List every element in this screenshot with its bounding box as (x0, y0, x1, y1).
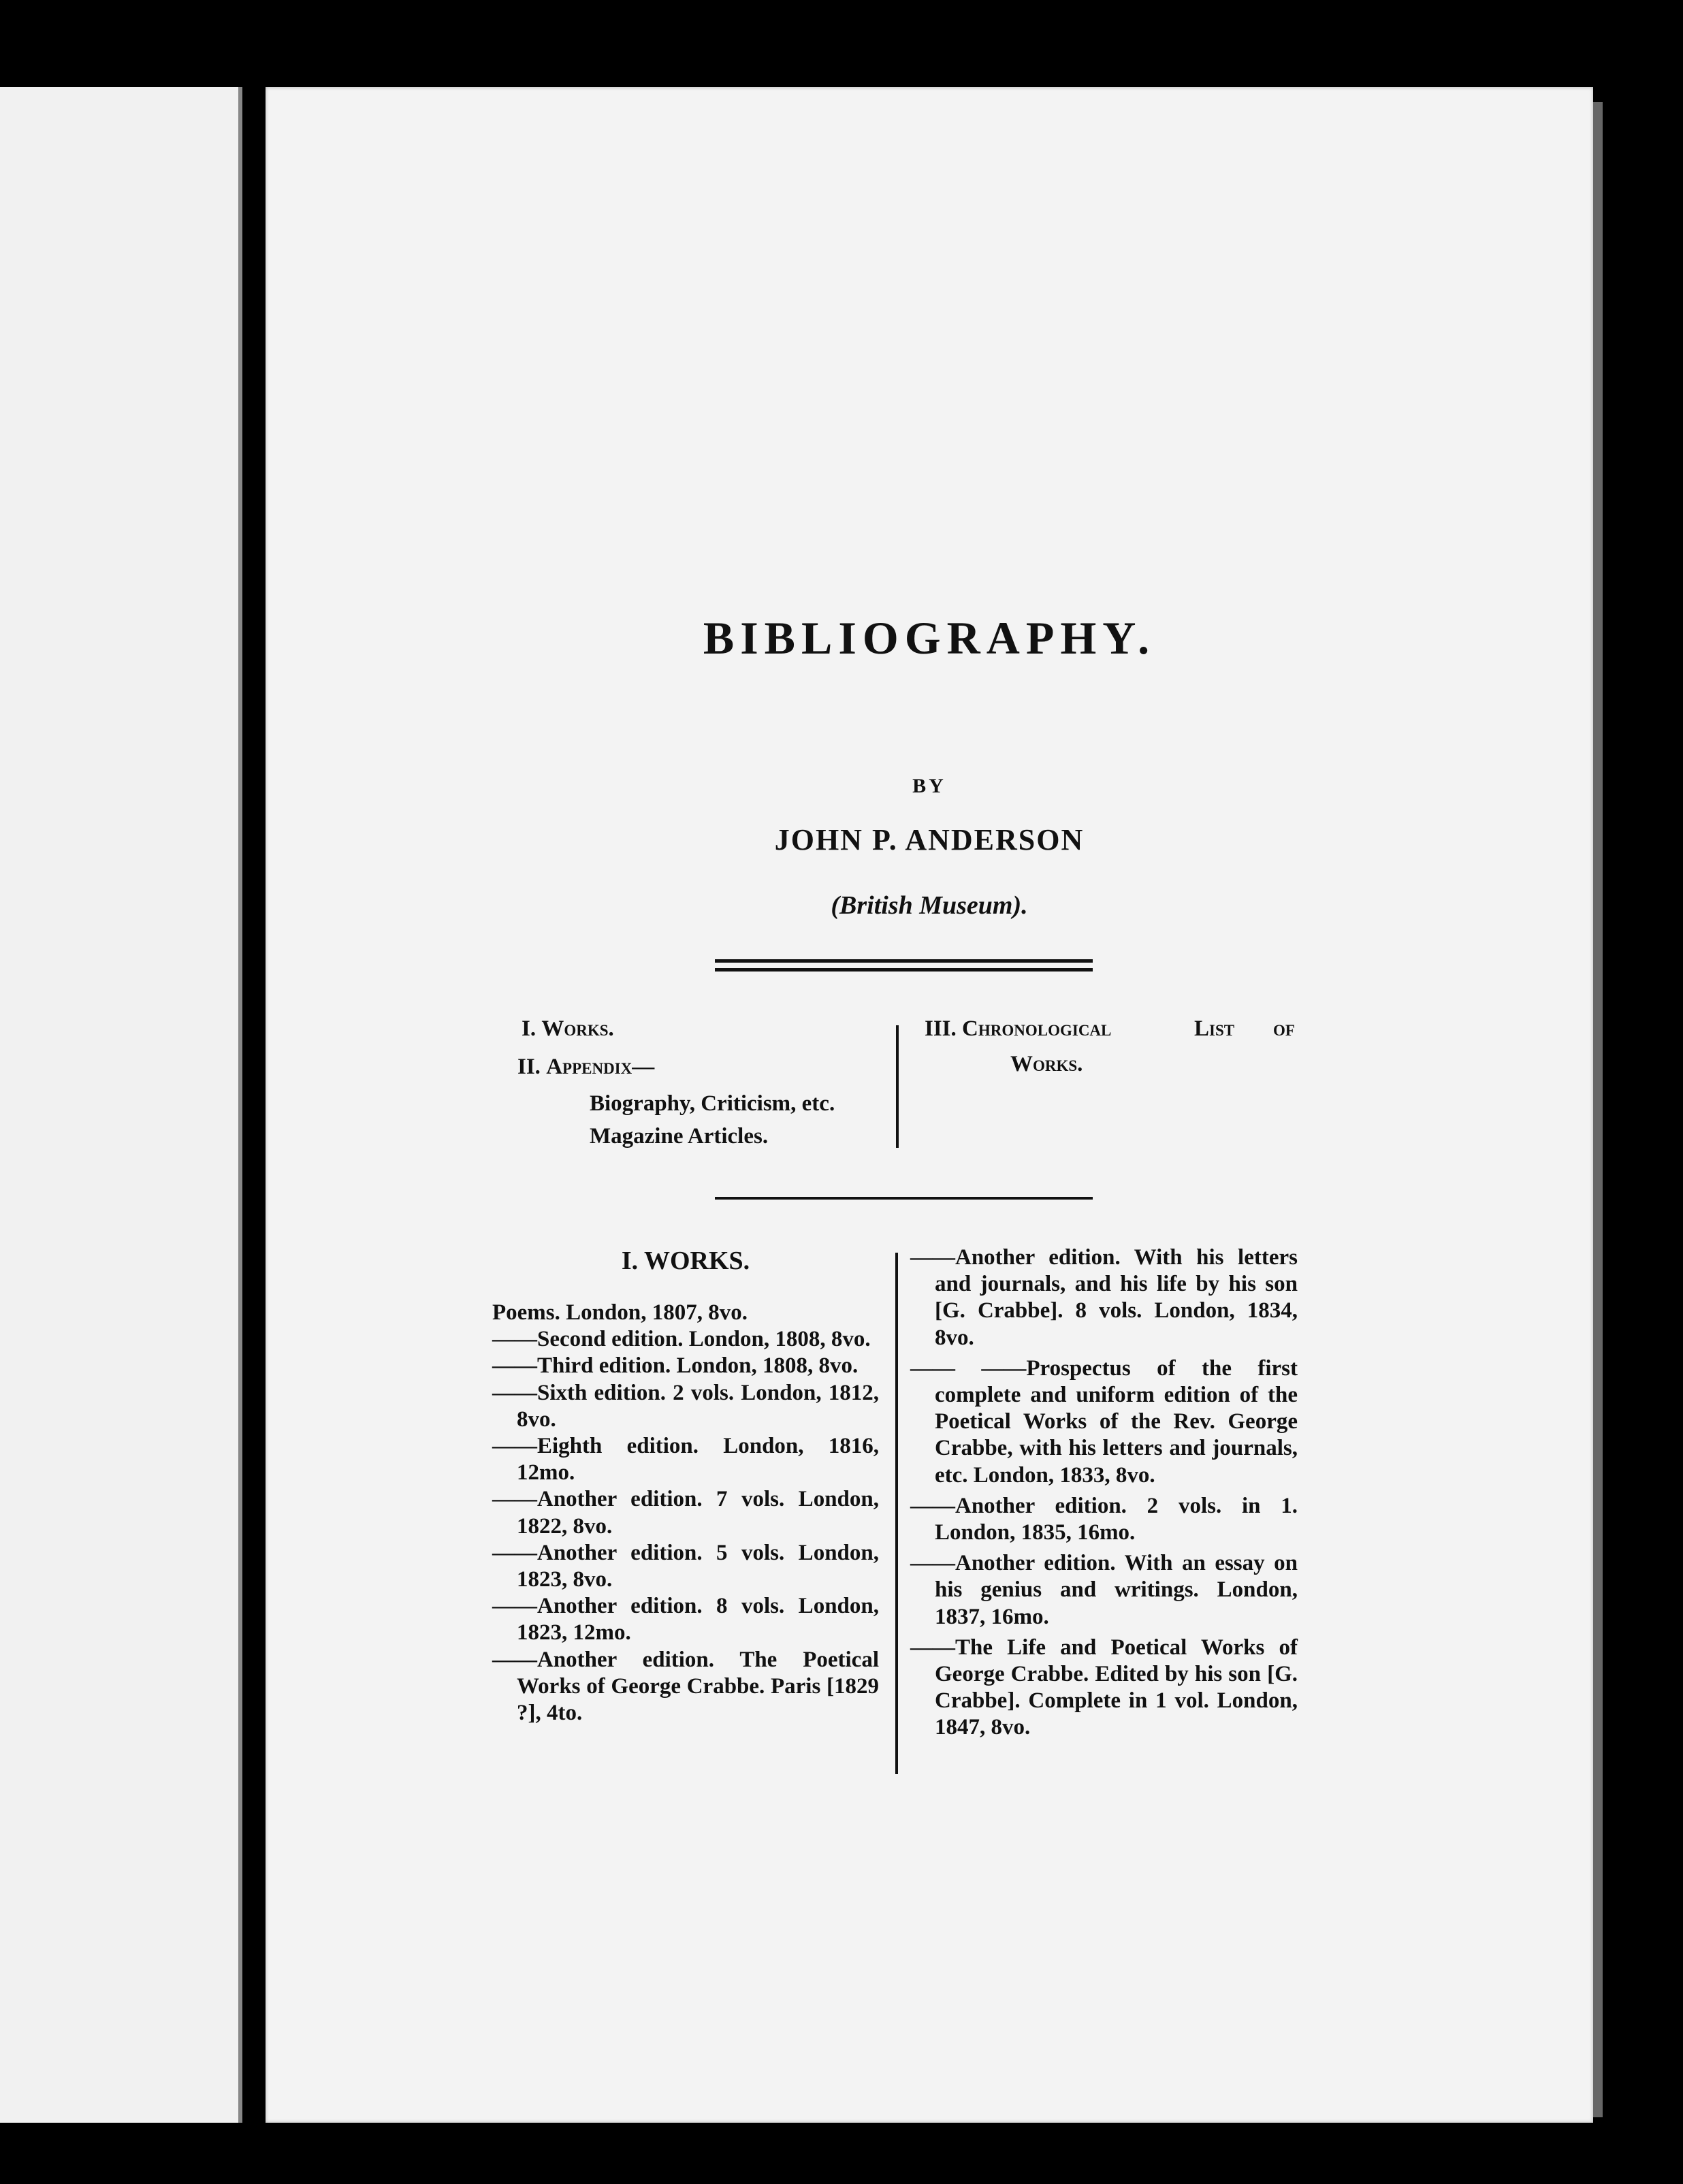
bib-entry: ——Another edition. 7 vols. London, 1822, 8vo. (492, 1487, 879, 1539)
contents-label: Appendix— (546, 1055, 655, 1079)
left-column (492, 1244, 879, 1727)
contents-item-chronological (925, 1016, 1111, 1042)
bib-entry: ——Second edition. London, 1808, 8vo. (492, 1327, 871, 1352)
contents-label-works-line2: Works. (1010, 1052, 1083, 1076)
bib-entry: ——Third edition. London, 1808, 8vo. (492, 1353, 859, 1379)
bib-entry: ——Another edition. With an essay on his genius and writings. London, 1837, 16mo. (910, 1551, 1298, 1629)
contents-item-works (522, 1016, 614, 1042)
author-affiliation: (British Museum). (831, 891, 1028, 920)
bib-entry: —— ——Prospectus of the first complete and uniform edition of the Poetical Works of the Rev. George Crabbe, with his letters and journals, etc. London, 1833, 8vo. (910, 1355, 1298, 1488)
contents-subitem-magazine: Magazine Articles. (590, 1124, 769, 1149)
author-name: JOHN P. ANDERSON (774, 823, 1085, 856)
contents-label-of: of (1273, 1016, 1295, 1041)
byline-by: BY (912, 775, 946, 797)
bib-entry: ——The Life and Poetical Works of George Crabbe. Edited by his son [G. Crabbe]. Complete in 1 vol. London, 1847, 8vo. (910, 1635, 1298, 1740)
bib-entry: ——Eighth edition. London, 1816, 12mo. (492, 1434, 879, 1486)
bib-entry: ——Another edition. 8 vols. London, 1823, 12mo. (492, 1594, 879, 1645)
section-rule (715, 1197, 1093, 1200)
facing-page (0, 87, 242, 2123)
bib-entry: ——Another edition. 2 vols. in 1. London, 1835, 16mo. (910, 1493, 1298, 1545)
contents-subitem-biography: Biography, Criticism, etc. (590, 1091, 835, 1116)
bib-entry: ——Another edition. With his letters and journals, and his life by his son [G. Crabbe]. 8 vols. London, 1834, 8vo. (910, 1245, 1298, 1350)
right-column (910, 1244, 1298, 1741)
contents-label-list: List (1194, 1016, 1235, 1041)
bib-entry: ——Sixth edition. 2 vols. London, 1812, 8vo. (492, 1380, 879, 1432)
contents-number: III. (925, 1016, 957, 1041)
contents-label: Works. (541, 1016, 614, 1041)
column-divider (895, 1253, 898, 1774)
contents-list (266, 1016, 1593, 1187)
contents-number: I. (522, 1016, 536, 1041)
double-rule (715, 959, 1093, 971)
book-page (266, 87, 1593, 2123)
page-title: BIBLIOGRAPHY. (703, 612, 1156, 664)
contents-divider (896, 1025, 899, 1148)
bib-entry: ——Another edition. The Poetical Works of George Crabbe. Paris [1829 ?], 4to. (492, 1647, 879, 1726)
contents-item-appendix (517, 1055, 654, 1080)
contents-label: Chronological (962, 1016, 1112, 1041)
contents-number: II. (517, 1055, 541, 1079)
bib-entry: Poems. London, 1807, 8vo. (492, 1300, 748, 1325)
page-edge (1593, 102, 1603, 2117)
section-heading: I. WORKS. (621, 1247, 750, 1275)
bib-entry: ——Another edition. 5 vols. London, 1823, 8vo. (492, 1540, 879, 1592)
